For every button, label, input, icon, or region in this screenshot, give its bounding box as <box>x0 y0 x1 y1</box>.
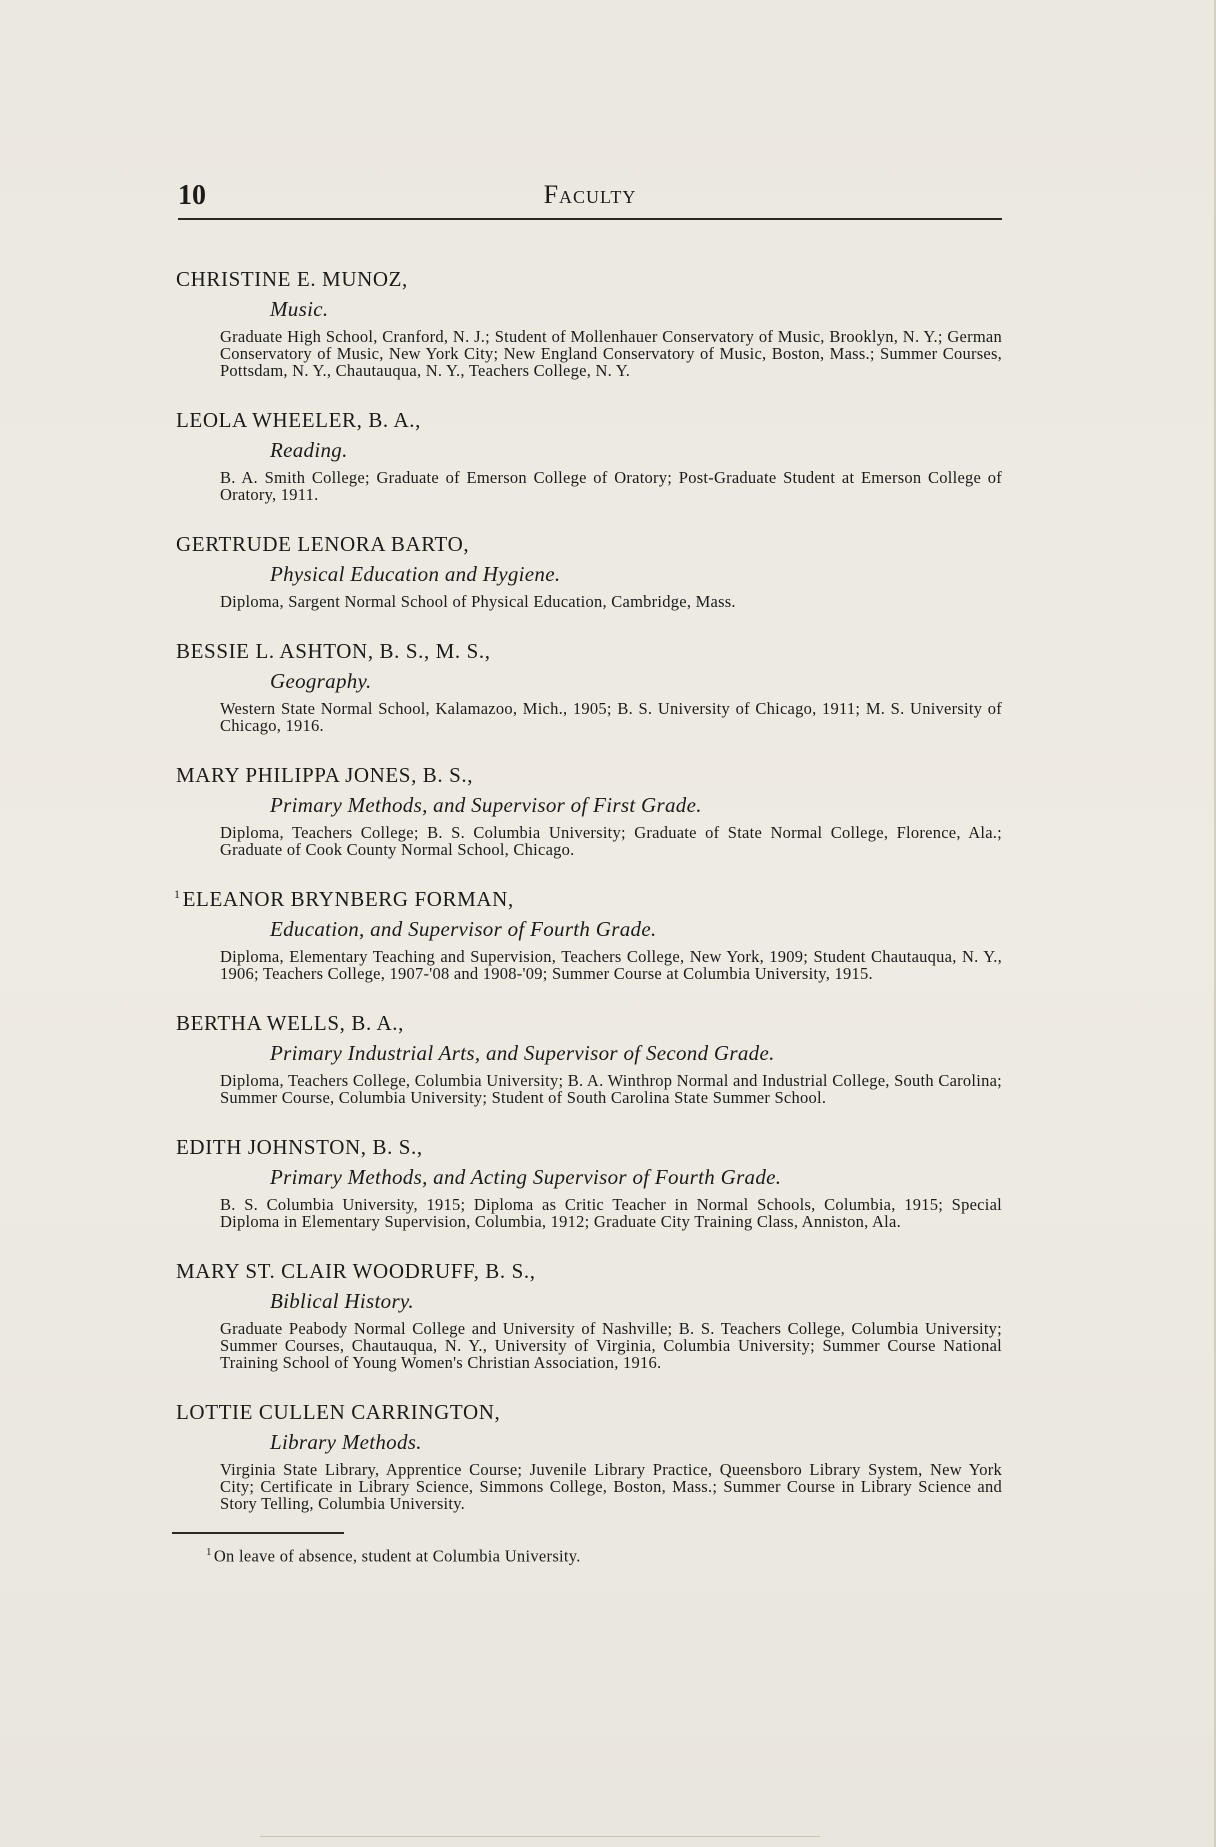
faculty-name: LEOLA WHEELER, B. A., <box>176 408 421 432</box>
faculty-subject: Geography. <box>270 669 372 693</box>
faculty-entry <box>174 634 1002 734</box>
faculty-credentials: Diploma, Teachers College, Columbia University; B. A. Winthrop Normal and Industrial College, South Carolina; Summer Course, Columbia University; Student of South Carolina State Summer School. <box>220 1071 1002 1107</box>
running-head: Faculty <box>543 180 637 209</box>
faculty-credentials: B. S. Columbia University, 1915; Diploma as Critic Teacher in Normal Schools, Columbia, 1915; Special Diploma in Elementary Supervision, Columbia, 1912; Graduate City Training Class, Anniston, Ala. <box>220 1195 1002 1231</box>
faculty-subject: Biblical History. <box>270 1289 414 1313</box>
faculty-entry <box>174 1254 1002 1371</box>
page-number: 10 <box>178 180 206 211</box>
faculty-entry <box>174 1006 1002 1106</box>
faculty-subject: Music. <box>270 297 329 321</box>
faculty-credentials: B. A. Smith College; Graduate of Emerson College of Oratory; Post-Graduate Student at Emerson College of Oratory, 1911. <box>220 468 1002 504</box>
faculty-entry <box>174 882 1002 982</box>
faculty-credentials: Diploma, Teachers College; B. S. Columbia University; Graduate of State Normal College, Florence, Ala.; Graduate of Cook County Normal School, Chicago. <box>220 823 1002 859</box>
faculty-name: EDITH JOHNSTON, B. S., <box>176 1135 423 1159</box>
faculty-name: CHRISTINE E. MUNOZ, <box>176 267 408 291</box>
faculty-credentials: Graduate Peabody Normal College and University of Nashville; B. S. Teachers College, Columbia University; Summer Courses, Chautauqua, N. Y., University of Virginia, Columbia University; Summer Course National Training School of Young Women's Christian Association, 1916. <box>220 1319 1002 1372</box>
faculty-credentials: Graduate High School, Cranford, N. J.; Student of Mollenhauer Conservatory of Music, Brooklyn, N. Y.; German Conservatory of Music, New York City; New England Conservatory of Music, Boston, Mass.; Summer Courses, Pottsdam, N. Y., Chautauqua, N. Y., Teachers College, N. Y. <box>220 327 1002 380</box>
faculty-name: $^1$ELEANOR BRYNBERG FORMAN, <box>174 887 514 911</box>
faculty-credentials: Virginia State Library, Apprentice Course; Juvenile Library Practice, Queensboro Library System, New York City; Certificate in Library Science, Simmons College, Boston, Mass.; Summer Course in Library Science and Story Telling, Columbia University. <box>220 1460 1002 1513</box>
faculty-name: BERTHA WELLS, B. A., <box>176 1011 404 1035</box>
faculty-entry <box>174 403 1002 503</box>
faculty-entry <box>174 262 1002 379</box>
footnote <box>206 1546 581 1567</box>
faculty-credentials: Diploma, Elementary Teaching and Supervision, Teachers College, New York, 1909; Student Chautauqua, N. Y., 1906; Teachers College, 1907-'08 and 1908-'09; Summer Course at Columbia University, 1915. <box>220 947 1002 983</box>
faculty-subject: Primary Industrial Arts, and Supervisor of Second Grade. <box>270 1041 775 1065</box>
footnote-marker: 1 <box>174 887 181 901</box>
faculty-subject: Reading. <box>270 438 348 462</box>
page-header <box>178 176 1002 220</box>
scan-edge-line <box>260 1836 820 1837</box>
faculty-subject: Primary Methods, and Supervisor of First Grade. <box>270 793 702 817</box>
faculty-name: MARY PHILIPPA JONES, B. S., <box>176 763 474 787</box>
faculty-entry <box>174 1395 1002 1512</box>
faculty-subject: Education, and Supervisor of Fourth Grade. <box>270 917 657 941</box>
footnote-marker: 1 <box>206 1546 212 1558</box>
faculty-subject: Primary Methods, and Acting Supervisor of Fourth Grade. <box>270 1165 782 1189</box>
faculty-subject: Library Methods. <box>270 1430 422 1454</box>
faculty-credentials: Western State Normal School, Kalamazoo, Mich., 1905; B. S. University of Chicago, 1911; M. S. University of Chicago, 1916. <box>220 699 1002 735</box>
faculty-entry <box>174 758 1002 858</box>
faculty-credentials: Diploma, Sargent Normal School of Physical Education, Cambridge, Mass. <box>220 592 736 611</box>
faculty-subject: Physical Education and Hygiene. <box>270 562 561 586</box>
faculty-entry <box>174 527 1002 610</box>
faculty-entry <box>174 1130 1002 1230</box>
faculty-name: MARY ST. CLAIR WOODRUFF, B. S., <box>176 1259 536 1283</box>
footnote-text: On leave of absence, student at Columbia University. <box>213 1546 581 1566</box>
faculty-list <box>174 262 1002 1536</box>
faculty-name: BESSIE L. ASHTON, B. S., M. S., <box>176 639 491 663</box>
footnote-divider <box>172 1532 344 1534</box>
faculty-name: GERTRUDE LENORA BARTO, <box>176 532 470 556</box>
faculty-name: LOTTIE CULLEN CARRINGTON, <box>176 1400 501 1424</box>
